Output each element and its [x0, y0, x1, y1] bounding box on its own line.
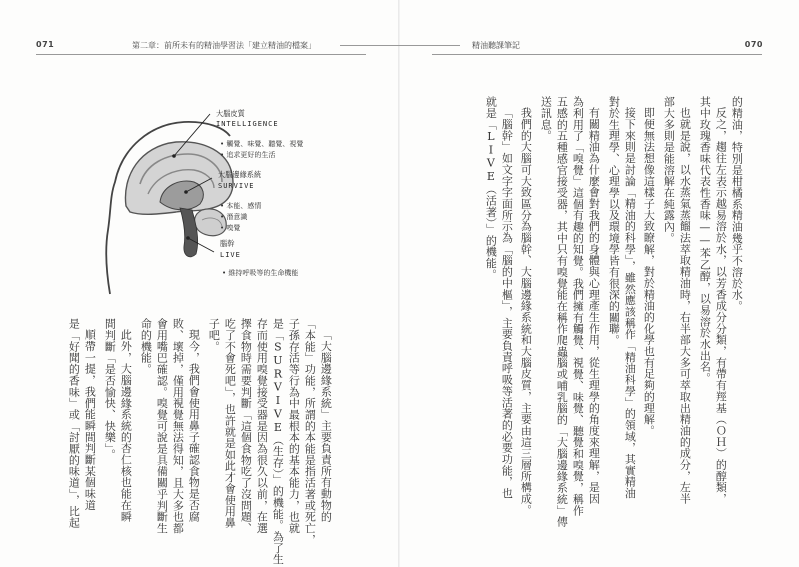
text-column: 吃了不會死吧」，也許就是如此才會使用鼻 [223, 318, 237, 529]
page-number-left: 071 [36, 40, 55, 49]
text-column: 「腦幹」如文字字面所示為「腦的中樞」，主要負責呼吸等活著的必要功能，也 [500, 107, 514, 499]
text-column: 命的機能。 [139, 318, 153, 375]
cortex-label-en: INTELLIGENCE [216, 120, 279, 128]
brainstem-shape [180, 208, 198, 257]
text-column: 會用嘴巴確認。嗅覺可說是具備關乎判斷生 [155, 318, 169, 534]
text-column: 即便無法想像這樣子大致瞭解，對於精油的化學也有足夠的理解。 [642, 107, 656, 437]
running-header [0, 40, 799, 54]
cortex-item: • 觸覺、味覺、聽覺、視覺 [220, 141, 303, 148]
text-column: 有關精油為什麼會對我們的身體與心理產生作用，從生理學的角度來理解，是因 [587, 107, 601, 505]
text-column: 的精油，特別是柑橘系精油幾乎不溶於水。 [730, 96, 744, 312]
text-column: 「大腦邊緣系統」主要負責所有動物的 [319, 329, 333, 522]
text-column: 就是「LIVE（活著）」的機能。 [484, 96, 498, 281]
text-column: 部大多則是能溶解在純露內。 [662, 96, 676, 244]
limbic-item: • 潛意識 [220, 214, 247, 221]
brainstem-title: 腦幹 [220, 239, 235, 248]
text-column: 五感的五種感官接受器，其中只有嗅覺能在稱作爬蟲腦或哺乳腦的「大腦邊緣系統」傳 [555, 96, 569, 528]
cortex-title: 大腦皮質 [216, 109, 245, 118]
text-column: 其中玫瑰香味代表性香味——苯乙醇，以易溶於水出名。 [698, 96, 712, 384]
brainstem-label-en: LIVE [220, 251, 241, 259]
page-number-right: 070 [744, 40, 763, 49]
text-column: 我們的大腦可大致區分為腦幹、大腦邊緣系統和大腦皮質，主要由這三層所構成。 [519, 107, 533, 516]
text-column: 此外，大腦邊緣系統的杏仁核也能在瞬 [119, 329, 133, 522]
text-column: 是「SURVIVE（生存）」的機能。為了生 [271, 318, 285, 565]
text-column: 是「好聞的香味」或「討厭的味道」，比起 [67, 318, 81, 529]
text-column: 接下來則是討論「精油的科學」，雖然應該稱作「精油科學」的領域，其實精油 [623, 107, 637, 499]
text-column: 反之，趨往左表示越易溶於水，以芳香成分分類，有帶有羥基（ＯＨ）的醇類， [714, 107, 728, 505]
limbic-item: • 嗅覺 [220, 225, 240, 232]
text-column: 「本能」功能，所謂的本能是指活著或死亡， [303, 318, 317, 545]
text-column: 間判斷「是否愉快、快樂」。 [103, 318, 117, 461]
text-column: 順帶一提，我們能瞬間判斷某個味道 [83, 329, 97, 511]
text-column: 子孫存活等行為中最根本的基本能力，也就 [287, 318, 301, 534]
cortex-item: • 追求更好的生活 [220, 152, 275, 159]
header-divider [340, 45, 460, 46]
limbic-item: • 本能、感情 [220, 203, 261, 210]
brain-illustration [96, 88, 236, 308]
brainstem-item: • 維持呼吸等的生命機能 [222, 270, 298, 277]
header-rule-left [36, 54, 366, 55]
text-column: 存而使用嗅覺接受器是因為很久以前，在選 [255, 318, 269, 534]
text-column: 敗、壞掉，僅用視覺無法得知，且大多也都 [171, 318, 185, 534]
text-column: 現今，我們會使用鼻子確認食物是否腐 [187, 329, 201, 522]
text-column: 送訊息。 [539, 96, 553, 142]
text-column: 子吧。 [207, 318, 221, 353]
header-rule-right [432, 54, 762, 55]
text-column: 也就是說，以水蒸氣蒸餾法萃取精油時，右半部大多可萃取出精油的成分，左半 [678, 107, 692, 505]
text-column: 對於生理學、心理學以及環境學皆有很深的關聯。 [607, 96, 621, 346]
limbic-title: 大腦邊緣系統 [218, 170, 262, 179]
text-column: 擇食物時需要判斷「這個食物吃了沒問題、 [239, 318, 253, 534]
chapter-title: 第二章：前所未有的精油學習法「建立精油的檔案」 [132, 41, 316, 50]
limbic-label-en: SURVIVE [218, 182, 255, 190]
text-column: 為利用了「嗅覺」這個有趣的知覺。我們擁有觸覺、視覺、味覺、聽覺和嗅覺，稱作 [571, 96, 585, 516]
section-title: 精油聽課筆記 [472, 41, 520, 50]
page-gutter [398, 0, 400, 567]
